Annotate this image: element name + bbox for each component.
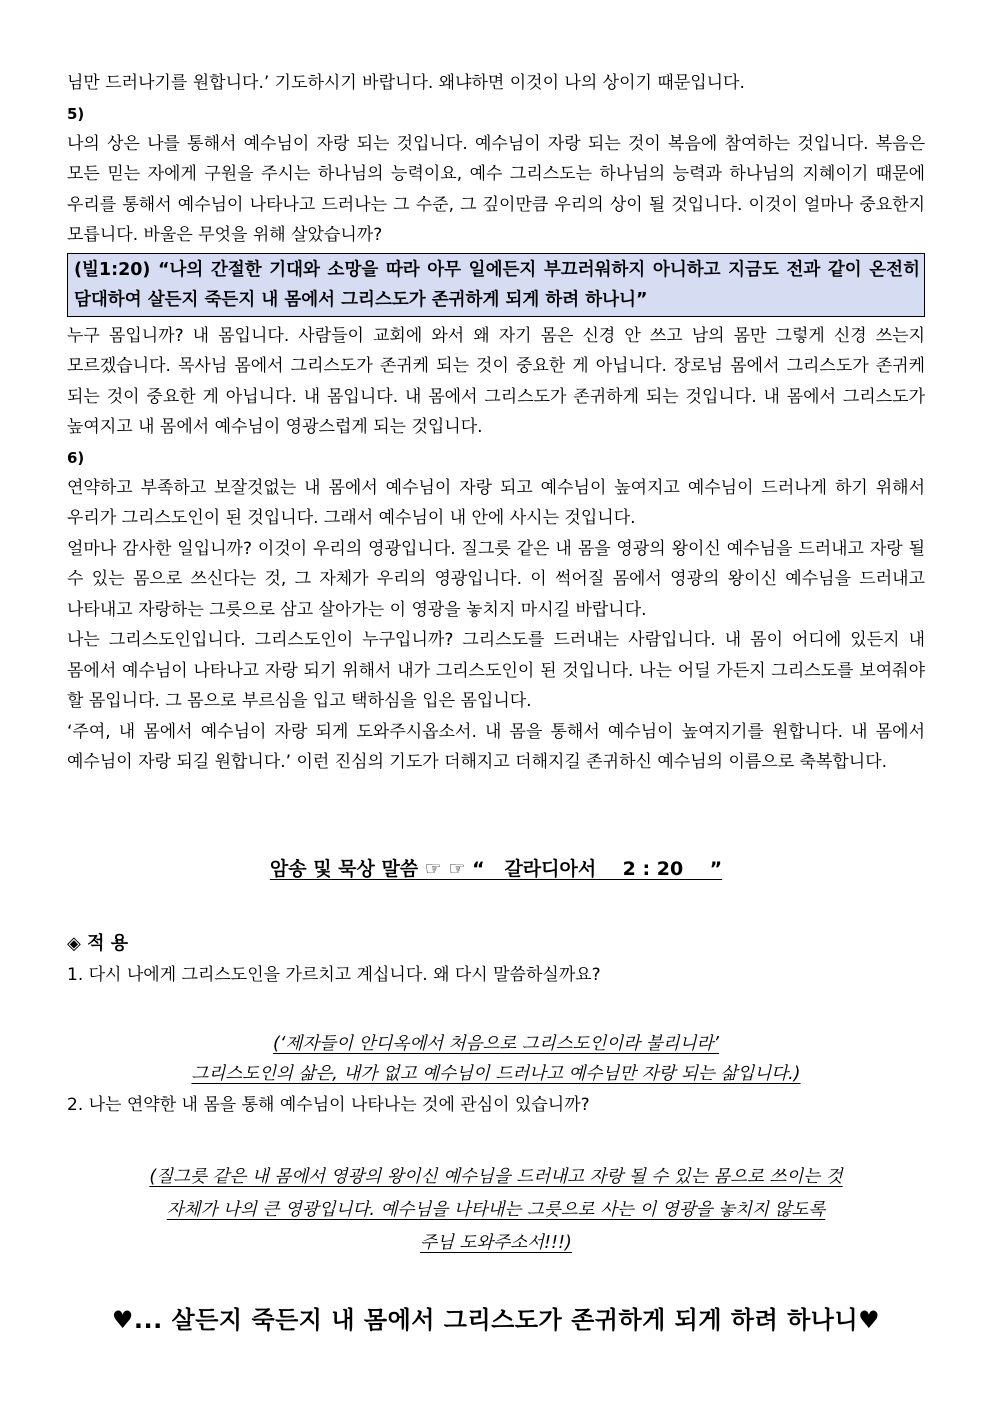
answer-2-line-3: 주님 도와주소서!!!) xyxy=(420,1232,572,1253)
application-heading: ◈ 적 용 xyxy=(67,932,129,954)
document-page xyxy=(67,68,925,1335)
section-6-paragraph-1: 연약하고 부족하고 보잘것없는 내 몸에서 예수님이 자랑 되고 예수님이 높여지고 예수님이 드러나게 하기 위해서 우리가 그리스도인이 된 것입니다. 그래서 예수님이 내 안에 사시는 것입니다. xyxy=(67,477,925,528)
section-number-5: 5) xyxy=(67,104,85,123)
section-6-paragraph-2: 얼마나 감사한 일입니까? 이것이 우리의 영광입니다. 질그릇 같은 내 몸을 영광의 왕이신 예수님을 드러내고 자랑 될 수 있는 몸으로 쓰신다는 것, 그 자체가 우리의 영광입니다. 이 썩어질 몸에서 영광의 왕이신 예수님을 드러내고 나타내고 자랑하는 그릇으로 삼고 살아가는 이 영광을 놓치지 마시길 바랍니다. xyxy=(67,538,925,620)
section-6-paragraph-4: ‘주여, 내 몸에서 예수님이 자랑 되게 도와주시옵소서. 내 몸을 통해서 예수님이 높여지기를 원합니다. 내 몸에서 예수님이 자랑 되길 원합니다.’ 이런 진심의 기도가 더해지고 더해지길 존귀하신 예수님의 이름으로 축복합니다. xyxy=(67,721,925,772)
section-6-paragraph-3: 나는 그리스도인입니다. 그리스도인이 누구입니까? 그리스도를 드러내는 사람입니다. 내 몸이 어디에 있든지 내 몸에서 예수님이 나타나고 자랑 되기 위해서 내가 그리스도인이 된 것입니다. 나는 어딜 가든지 그리스도를 보여줘야 할 몸입니다. 그 몸으로 부르심을 입고 택하심을 입은 몸입니다. xyxy=(67,630,925,711)
memory-verse-heading xyxy=(67,854,925,881)
memory-verse-label: 암송 및 묵상 말씀 ☞ ☞ xyxy=(269,857,466,880)
answer-2-line-2: 자체가 나의 큰 영광입니다. 예수님을 나타내는 그릇으로 사는 이 영광을 놓치지 않도록 xyxy=(166,1199,826,1220)
answer-2-line-1: (질그릇 같은 내 몸에서 영광의 왕이신 예수님을 드러내고 자랑 될 수 있는 몸으로 쓰이는 것 xyxy=(149,1166,843,1187)
answer-1-line-2: 그리스도인의 삶은, 내가 없고 예수님이 드러나고 예수님만 자랑 되는 삶입니다.) xyxy=(191,1063,801,1084)
continuation-line: 님만 드러나기를 원합니다.’ 기도하시기 바랍니다. 왜냐하면 이것이 나의 상이기 때문입니다. xyxy=(67,73,745,93)
scripture-verse-box: (빌1:20) “나의 간절한 기대와 소망을 따라 아무 일에든지 부끄러워하지 아니하고 지금도 전과 같이 온전히 담대하여 살든지 죽든지 내 몸에서 그리스도가 존귀하게 되게 하려 하나니” xyxy=(67,253,925,317)
section-5-paragraph-1: 나의 상은 나를 통해서 예수님이 자랑 되는 것입니다. 예수님이 자랑 되는 것이 복음에 참여하는 것입니다. 복음은 모든 믿는 자에게 구원을 주시는 하나님의 능력이요, 예수 그리스도는 하나님의 능력과 하나님의 지혜이기 때문에 우리를 통해서 예수님이 나타나고 드러나는 그 수준, 그 깊이만큼 우리의 상이 될 것입니다. 이것이 얼마나 중요한지 모릅니다. 바울은 무엇을 위해 살았습니까? xyxy=(67,133,925,245)
answer-1-line-1: (‘제자들이 안디옥에서 처음으로 그리스도인이라 불리니라’ xyxy=(273,1033,719,1054)
section-5-paragraph-2: 누구 몸입니까? 내 몸입니다. 사람들이 교회에 와서 왜 자기 몸은 신경 안 쓰고 남의 몸만 그렇게 신경 쓰는지 모르겠습니다. 목사님 몸에서 그리스도가 존귀케 되는 것이 중요한 게 아닙니다. 장로님 몸에서 그리스도가 존귀케 되는 것이 중요한 게 아닙니다. 내 몸입니다. 내 몸에서 그리스도가 존귀하게 되는 것입니다. 내 몸에서 그리스도가 높여지고 내 몸에서 예수님이 영광스럽게 되는 것입니다. xyxy=(67,325,925,437)
memory-verse-reference: “ 갈라디아서 2 : 20 ” xyxy=(465,857,723,880)
application-question-2: 2. 나는 연약한 내 몸을 통해 예수님이 나타나는 것에 관심이 있습니까? xyxy=(67,1094,590,1115)
section-number-6: 6) xyxy=(67,448,85,467)
closing-verse: ♥... 살든지 죽든지 내 몸에서 그리스도가 존귀하게 되게 하려 하나니♥ xyxy=(111,1305,881,1334)
application-question-1: 1. 다시 나에게 그리스도인을 가르치고 계십니다. 왜 다시 말씀하실까요? xyxy=(67,964,601,985)
